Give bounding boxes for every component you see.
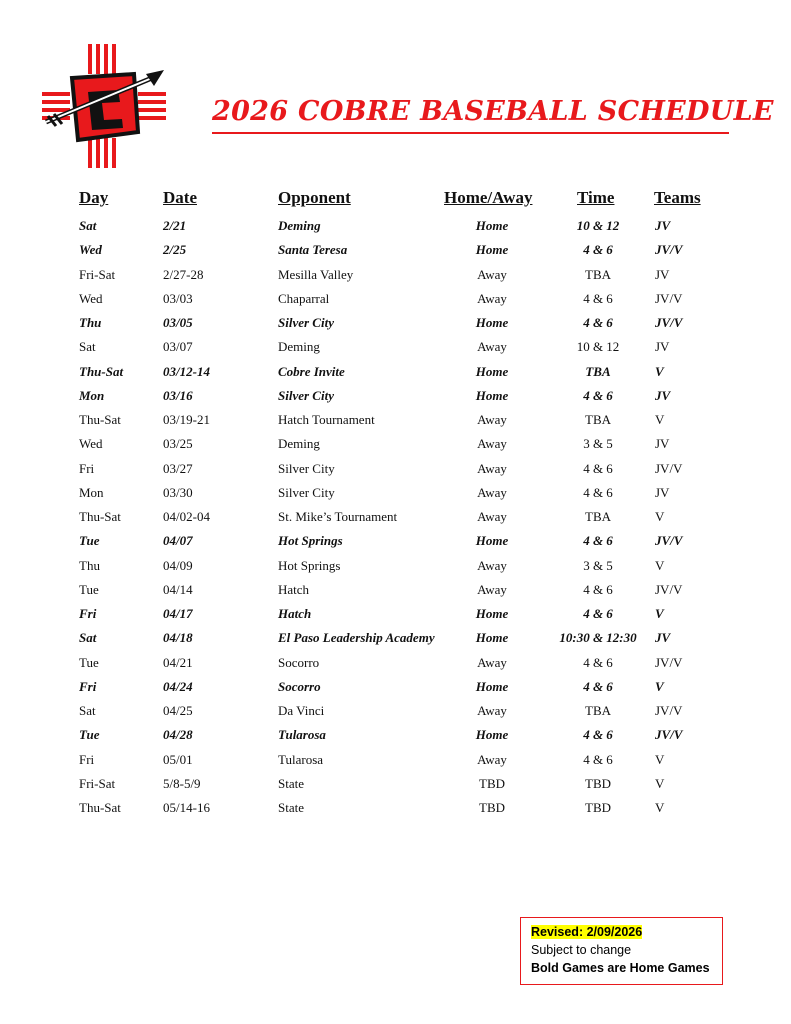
cell-time: 4 & 6 (583, 315, 613, 330)
cell-date: 04/14 (163, 581, 193, 597)
cell-teams: JV/V (655, 533, 683, 549)
cell-opponent: Socorro (278, 678, 321, 694)
cell-opponent: Hatch (278, 606, 312, 621)
header-opponent: Opponent (278, 188, 351, 207)
table-row (0, 772, 791, 796)
header-teams: Teams (654, 188, 701, 207)
cell-home-away: Home (475, 387, 509, 403)
cell-date: 05/01 (163, 751, 193, 767)
cell-day: Fri (79, 460, 95, 476)
subject-to-change: Subject to change (531, 943, 632, 957)
cell-time: 4 & 6 (583, 387, 613, 403)
cell-opponent: Hot Springs (278, 557, 341, 573)
cell-teams: JV/V (655, 581, 683, 597)
title-underline (212, 132, 729, 134)
cell-home-away: Home (475, 315, 509, 330)
cell-opponent: State (278, 800, 304, 815)
cell-time: TBD (585, 775, 611, 791)
cell-time: 4 & 6 (583, 606, 613, 621)
cell-teams: JV/V (655, 727, 683, 743)
cell-date: 04/07 (163, 533, 193, 549)
cell-day: Sat (79, 630, 97, 646)
cell-date: 03/03 (163, 290, 193, 306)
cell-opponent: Silver City (278, 460, 335, 476)
header-date: Date (163, 188, 197, 207)
cell-date: 2/27-28 (163, 266, 204, 282)
cobre-zia-arrow-icon (42, 44, 166, 168)
cell-home-away: Away (477, 557, 507, 573)
table-row (0, 432, 791, 456)
cell-teams: JV (655, 266, 670, 282)
table-row (0, 723, 791, 747)
table-row (0, 481, 791, 505)
cell-date: 03/30 (163, 484, 193, 500)
cell-day: Wed (79, 242, 102, 258)
cell-time: 4 & 6 (583, 533, 613, 549)
cell-opponent: Deming (278, 436, 320, 452)
table-row (0, 602, 791, 626)
cell-time: TBA (585, 266, 611, 282)
cell-time: 3 & 5 (583, 557, 613, 573)
cell-opponent: Cobre Invite (278, 363, 345, 379)
cell-home-away: Away (477, 290, 507, 306)
cell-teams: JV (655, 484, 670, 500)
cell-home-away: Away (477, 436, 507, 452)
cell-time: 4 & 6 (583, 460, 613, 476)
cell-date: 04/21 (163, 654, 193, 670)
cell-day: Thu (79, 315, 102, 330)
cell-date: 2/21 (163, 218, 187, 233)
cell-time: 4 & 6 (583, 242, 613, 258)
cell-opponent: Deming (278, 339, 320, 355)
cell-home-away: Home (475, 678, 509, 694)
cell-home-away: Away (477, 460, 507, 476)
cell-home-away: Away (477, 484, 507, 500)
table-row (0, 408, 791, 432)
cell-opponent: Silver City (278, 484, 335, 500)
table-row (0, 238, 791, 262)
table-row (0, 287, 791, 311)
cell-day: Tue (79, 727, 100, 743)
cell-day: Sat (79, 703, 96, 718)
cell-time: TBA (585, 703, 611, 718)
cell-date: 03/12-14 (163, 363, 210, 379)
cell-time: 4 & 6 (583, 484, 613, 500)
table-row (0, 529, 791, 553)
cell-opponent: Socorro (278, 654, 320, 670)
cell-opponent: Silver City (278, 315, 334, 330)
schedule-table (0, 214, 791, 820)
cell-day: Sat (79, 218, 97, 233)
table-row (0, 554, 791, 578)
cell-day: Thu-Sat (79, 412, 121, 427)
cell-day: Fri (79, 678, 97, 694)
cell-opponent: Tularosa (278, 727, 326, 743)
cell-opponent: Hot Springs (278, 533, 343, 549)
cell-day: Tue (79, 533, 100, 549)
table-row (0, 699, 791, 723)
cell-date: 04/17 (163, 606, 193, 621)
bold-games-note: Bold Games are Home Games (531, 961, 710, 975)
header-time: Time (577, 188, 615, 207)
cell-date: 04/28 (163, 727, 193, 743)
cell-teams: JV (655, 387, 671, 403)
cell-day: Thu-Sat (79, 800, 121, 815)
table-row (0, 360, 791, 384)
table-row (0, 626, 791, 650)
header-day: Day (79, 188, 109, 207)
cell-opponent: Tularosa (278, 751, 324, 767)
cell-opponent: Deming (278, 218, 321, 233)
cell-teams: JV/V (655, 460, 683, 476)
cell-day: Thu (79, 557, 100, 573)
cell-teams: V (655, 751, 665, 767)
cell-teams: JV/V (655, 654, 683, 670)
cell-teams: JV (655, 339, 670, 355)
cell-home-away: Away (477, 412, 507, 427)
cell-teams: JV (655, 218, 671, 233)
cell-date: 03/19-21 (163, 412, 210, 427)
cell-teams: V (655, 800, 665, 815)
table-row (0, 311, 791, 335)
cell-opponent: Mesilla Valley (278, 266, 354, 282)
cell-teams: JV (655, 630, 671, 646)
cell-day: Thu-Sat (79, 363, 124, 379)
cell-home-away: Home (475, 218, 509, 233)
cell-home-away: TBD (479, 775, 505, 791)
cell-home-away: Away (477, 654, 507, 670)
cell-date: 03/16 (163, 387, 193, 403)
cell-teams: V (655, 557, 665, 573)
cell-teams: V (655, 678, 664, 694)
cell-opponent: El Paso Leadership Academy (278, 630, 435, 646)
table-row (0, 214, 791, 238)
cell-teams: JV/V (655, 703, 683, 718)
cell-time: 4 & 6 (583, 581, 613, 597)
cell-date: 03/25 (163, 436, 193, 452)
cell-teams: V (655, 412, 665, 427)
table-row (0, 748, 791, 772)
cell-time: 4 & 6 (583, 290, 613, 306)
table-row (0, 675, 791, 699)
cell-day: Mon (79, 484, 104, 500)
cell-date: 04/02-04 (163, 509, 210, 524)
cell-time: 10 & 12 (576, 339, 620, 355)
cell-day: Tue (79, 654, 99, 670)
cell-time: TBA (585, 509, 611, 524)
cell-day: Fri (79, 751, 95, 767)
cell-time: 4 & 6 (583, 727, 613, 743)
table-row (0, 796, 791, 820)
cell-day: Wed (79, 290, 103, 306)
cell-opponent: Hatch (278, 581, 310, 597)
cell-teams: JV/V (655, 290, 683, 306)
cell-home-away: Away (477, 509, 507, 524)
header-home-away: Home/Away (444, 188, 533, 207)
cell-date: 03/07 (163, 339, 193, 355)
cell-time: TBA (585, 412, 611, 427)
cell-time: 4 & 6 (583, 678, 613, 694)
cell-day: Mon (79, 387, 105, 403)
cell-teams: V (655, 775, 665, 791)
cell-date: 04/18 (163, 630, 193, 646)
cell-date: 05/14-16 (163, 800, 210, 815)
cell-time: TBA (585, 363, 611, 379)
cell-day: Wed (79, 436, 103, 452)
cell-day: Thu-Sat (79, 509, 121, 524)
cobre-logo (42, 44, 166, 168)
cell-home-away: Home (475, 606, 509, 621)
table-row (0, 651, 791, 675)
cell-home-away: Home (475, 242, 509, 258)
cell-home-away: Away (477, 751, 507, 767)
table-row (0, 384, 791, 408)
cell-home-away: Home (475, 630, 509, 646)
cell-opponent: Silver City (278, 387, 334, 403)
revision-note (520, 917, 723, 985)
cell-time: 3 & 5 (583, 436, 613, 452)
cell-teams: JV/V (655, 315, 683, 330)
cell-date: 03/27 (163, 460, 193, 476)
cell-date: 04/09 (163, 557, 193, 573)
page-title: 2026 COBRE BASEBALL SCHEDULE (212, 96, 774, 127)
revised-date: Revised: 2/09/2026 (531, 925, 643, 939)
cell-day: Sat (79, 339, 96, 355)
cell-opponent: State (278, 775, 304, 791)
cell-teams: JV (655, 436, 670, 452)
cell-opponent: Da Vinci (278, 703, 325, 718)
cell-home-away: TBD (479, 800, 505, 815)
cell-home-away: Away (477, 703, 507, 718)
cell-teams: V (655, 363, 664, 379)
cell-date: 03/05 (163, 315, 193, 330)
cell-opponent: St. Mike’s Tournament (278, 509, 398, 524)
cell-time: 10:30 & 12:30 (559, 630, 637, 646)
cell-date: 04/25 (163, 703, 193, 718)
cell-day: Fri-Sat (79, 775, 116, 791)
cell-teams: V (655, 606, 664, 621)
cell-day: Fri-Sat (79, 266, 116, 282)
cell-time: 10 & 12 (576, 218, 620, 233)
cell-home-away: Home (475, 533, 509, 549)
cell-home-away: Away (477, 581, 507, 597)
table-row (0, 505, 791, 529)
cell-date: 5/8-5/9 (163, 775, 201, 791)
cell-home-away: Away (477, 339, 507, 355)
cell-home-away: Home (475, 363, 509, 379)
table-header (0, 188, 791, 212)
cell-time: 4 & 6 (583, 654, 613, 670)
table-row (0, 335, 791, 359)
cell-date: 2/25 (163, 242, 187, 258)
cell-day: Tue (79, 581, 99, 597)
cell-opponent: Hatch Tournament (278, 412, 375, 427)
cell-home-away: Away (477, 266, 507, 282)
cell-time: 4 & 6 (583, 751, 613, 767)
cell-opponent: Chaparral (278, 290, 330, 306)
table-row (0, 263, 791, 287)
cell-opponent: Santa Teresa (278, 242, 348, 258)
cell-time: TBD (585, 800, 611, 815)
cell-date: 04/24 (163, 678, 193, 694)
cell-teams: V (655, 509, 665, 524)
table-row (0, 578, 791, 602)
cell-day: Fri (79, 606, 97, 621)
cell-teams: JV/V (655, 242, 683, 258)
table-row (0, 457, 791, 481)
cell-home-away: Home (475, 727, 509, 743)
